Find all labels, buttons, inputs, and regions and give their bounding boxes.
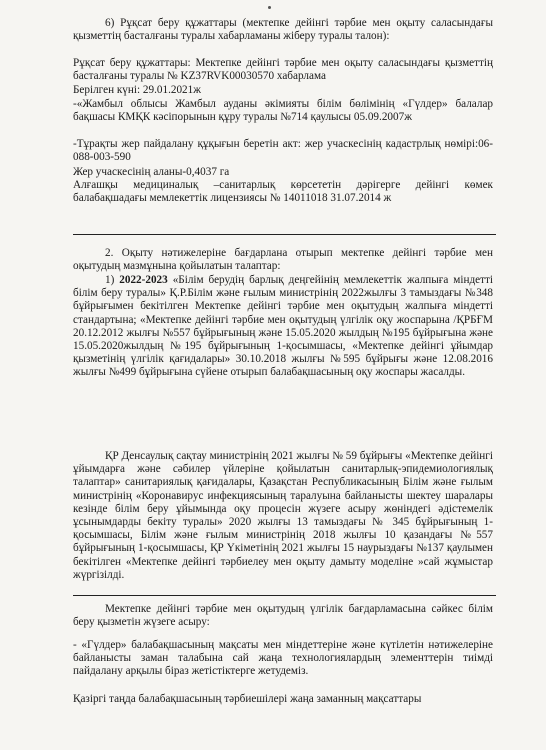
section2-p1-year: 2022-2023 bbox=[119, 274, 168, 286]
section6-license: Алғашқы медициналық –санитарлық көрсететін дәрігерге дейінгі көмек балабақшадағы мемлекеттік лицензиясы № 14011018 31.07.2014 ж bbox=[73, 179, 493, 205]
section2-p1-text: «Білім берудің барлық деңгейінің мемлекеттік жалпыға міндетті білім беру туралы» Қ.Р.Білім және ғылым министрінің 2022жылғы 3 тамыздағы №348 бұйрығымен бекітілген Мектепке дейінгі тәрбие мен оқытудың жалпыға міндетті стандартына; «Мектепке дейінгі тәрбие мен оқытудың үлгілік оқу жоспарына /ҚРБҒМ 20.12.2012 жылғы №557 бұйрығының және 15.05.2020 жылдың №195 бұйрығына және 15.05.2020жылдың №195 бұйрығының 1-қосымшасы, «Мектепке дейінгі ұйымдар қызметінің үлгілік қағидалары» 30.10.2018 жылғы №595 бұйрығы және 12.08.2016 жылғы №499 бұйрығына сүйене отырып балабақшасының оқу жоспары жасалды. bbox=[73, 274, 493, 379]
section3-paragraph-2: Қазіргі таңда балабақшасының тәрбиешілері жаңа заманның мақсаттары bbox=[73, 693, 422, 705]
section6-land-area: Жер учаскесінің аланы-0,4037 га bbox=[73, 166, 230, 178]
section2-heading: 2. Оқыту нәтижелеріне бағдарлана отырып мектепке дейінгі тәрбие мен оқытудың мазмұнына қойылатын талаптар: bbox=[73, 247, 493, 273]
section6-issued: Берілген күні: 29.01.2021ж bbox=[73, 84, 201, 96]
section6-heading: 6) Рұқсат беру құжаттары (мектепке дейінгі тәрбие мен оқыту саласындағы қызметтің басталғаны туралы хабарламаны жіберу туралы талон): bbox=[73, 17, 493, 43]
section2-paragraph-1 bbox=[73, 274, 493, 380]
section3-heading: Мектепке дейінгі тәрбие мен оқытудың үлгілік бағдарламасына сәйкес білім беру қызметін жүзеге асыру: bbox=[73, 603, 493, 629]
section2-paragraph-2: ҚР Денсаулық сақтау министрінің 2021 жылғы № 59 бұйрығы «Мектепке дейінгі ұйымдарға және сәбилер үйлеріне қойылатын санитарлық-эпидемиологиялық талаптар» санитариялық қағидалары, Қазақстан Республикасының Білім және ғылым министрінің «Коронавирус инфекциясының таралуына байланысты шектеу шаралары кезінде білім беру ұйымында оқу процесін жүзеге асыру жөніндегі әдістемелік ұсынымдарды бекіту туралы» 2020 жылғы 13 тамыздағы № 345 бұйрығының 1-қосымшасы, Білім және ғылым министрінің 2018 жылғы 10 қазандағы №557 бұйрығының 1-қосымшасы, ҚР Үкіметінің 2021 жылғы 15 наурыздағы №137 қаулымен бекітілген «Мектепке дейінгі тәрбиелеу мен оқыту дамыту моделіне »сай жұмыстар жүргізілді. bbox=[73, 450, 493, 581]
divider-rule bbox=[73, 234, 496, 235]
scan-dot bbox=[268, 6, 271, 9]
section6-land-act: -Тұрақты жер пайдалану құқығын беретін акт: жер учаскесінің кадастрлық нөмірі:06-088-003-590 bbox=[73, 138, 493, 164]
section2-p1-number: 1) bbox=[105, 274, 120, 286]
divider-rule-2 bbox=[73, 595, 496, 596]
section6-akim: -«Жамбыл облысы Жамбыл ауданы әкімияты білім бөлімінің «Гүлдер» балалар бақшасы КМҚК кәсіпорынын құру туралы №714 қаулысы 05.09.2007ж bbox=[73, 98, 493, 124]
section6-permit: Рұқсат беру құжаттары: Мектепке дейінгі тәрбие мен оқыту саласындағы қызметтің басталғаны туралы № KZ37RVK00030570 хабарлама bbox=[73, 57, 493, 83]
section3-paragraph-1: - «Гүлдер» балабақшасының мақсаты мен міндеттеріне және күтілетін нәтижелеріне байланысты заман талабына сай жаңа технологиялардың элементтерін тиімді пайдалану арқылы біраз жетістіктерге жетудеміз. bbox=[73, 639, 493, 678]
